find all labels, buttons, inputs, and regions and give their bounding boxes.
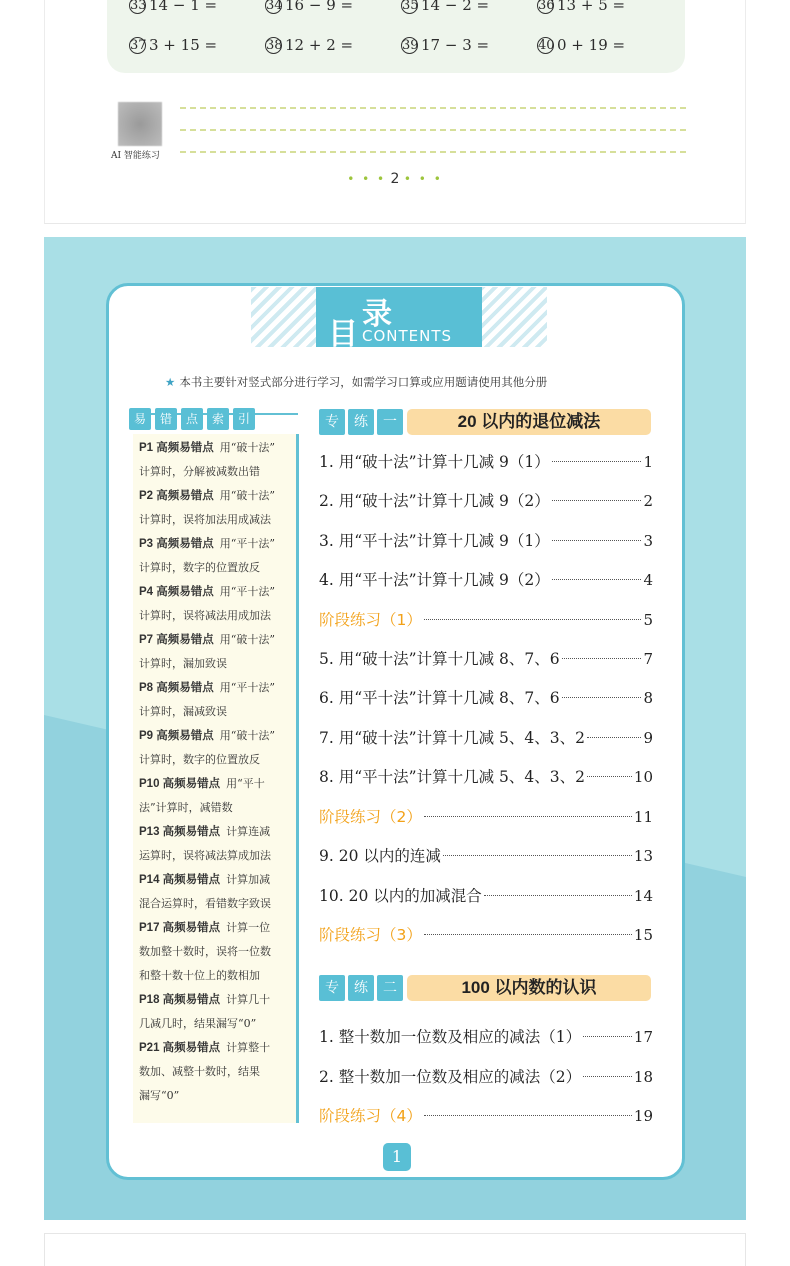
toc-entry-review[interactable]: 阶段练习（1） 5 (319, 611, 653, 629)
qr-label: AI 智能练习 (111, 151, 160, 161)
exercise-item: 35 14 − 2 = (401, 0, 489, 14)
error-index-entry[interactable]: P8 高频易错点 用“平十法” 计算时，漏减致误 (139, 681, 276, 718)
exercise-item: 38 12 + 2 = (266, 36, 354, 54)
exercise-item: 34 16 − 9 = (265, 0, 353, 14)
toc-entry[interactable]: 7. 用“破十法”计算十几减 5、4、3、2 9 (319, 729, 653, 747)
page-dots-left: • • • (347, 172, 387, 186)
error-index-heading: 易 错 点 索 引 (129, 408, 255, 430)
error-index-entry[interactable]: P7 高频易错点 用“破十法” 计算时，漏加致误 (139, 633, 276, 670)
contents-page (44, 237, 746, 1220)
toc-entry[interactable]: 5. 用“破十法”计算十几减 8、7、6 7 (319, 650, 653, 668)
toc-entry[interactable]: 9. 20 以内的连减 13 (319, 847, 653, 865)
contents-panel: 目 录 CONTENTS ★ 本书主要针对竖式部分进行学习，如需学习口算或应用题请使用其他分册 易 错 点 索 引 P1 高频易错点 用“破十法” 计算时，分解被减数出错 P2 高频易错点 用“破十法” 计算时，误将加法用成减法 P3 高频易错点 用“平十法” 计算时，数字的位置放反 P4 高频易错点 用“平十法” 计算时，误将减法用成加法 P7 高频易错点 用“破十法” 计算时，漏加致误 P8 高频易错点 用“平十法” 计算时，漏减致误 P9 高频易错点 用“破十法” 计算时，数字的位置放反 P10 高频易错点 用“平十 法”计算时，减错数 P13 高频易错点 计算连减 运算时，误将减法算成加法 P14 高频易错点 计算加减 混合运算时，看错数字致误 P17 高频易错点 计算一位 数加整十数时，误将一位数 和整十数十位上的数相加 P18 高频易错点 计算几十 几减几时，结果漏写“0” P21 高频易错点 计算整十 数加、减整十数时，结果 漏写“0” 专 练 一 20 以内的退位减法 1. 用“破十法”计算十几减 9（1） 1 2. 用“破十法”计算十几减 9（2） 2 3. 用“平十法”计算十几减 9（1） 3 4. 用“平十法”计算十几减 9（2） 4 阶段练习（1） 5 5. 用“破十法”计算十几减 8、7、6 7 6. 用“平十法”计算十几减 8、7、6 8 7. 用“破十法”计算十几减 5、4、3、2 9 8. 用“平十法”计算十几减 5、4、3、2 10 阶段练习（2） 11 9. 20 以内的连减 13 10. 20 以内的加减混合 14 阶段练习（3） 15 专 练 二 100 以内数的认识 1. 整十数加一位数及相应的减法（1） 17 2. 整十数加一位数及相应的减法（2） 18 阶段练习（4） 19 1 (106, 283, 685, 1180)
error-index-entry[interactable]: P3 高频易错点 用“平十法” 计算时，数字的位置放反 (139, 537, 276, 574)
toc-entry-review[interactable]: 阶段练习（3） 15 (319, 926, 653, 944)
page-number: 1 (383, 1143, 411, 1171)
next-page (44, 1233, 746, 1266)
toc-entry[interactable]: 2. 用“破十法”计算十几减 9（2） 2 (319, 492, 653, 510)
exercise-item: 39 17 − 3 = (402, 36, 490, 54)
toc-entry[interactable]: 1. 整十数加一位数及相应的减法（1） 17 (319, 1028, 653, 1046)
toc-entry-review[interactable]: 阶段练习（4） 19 (319, 1107, 653, 1125)
error-index-entry[interactable]: P10 高频易错点 用“平十 法”计算时，减错数 (139, 777, 265, 814)
answer-line (180, 107, 686, 109)
answer-line (180, 129, 686, 131)
error-index-entry[interactable]: P17 高频易错点 计算一位 数加整十数时，误将一位数 和整十数十位上的数相加 (139, 921, 271, 982)
error-index-entry[interactable]: P9 高频易错点 用“破十法” 计算时，数字的位置放反 (139, 729, 276, 766)
error-index-entry[interactable]: P21 高频易错点 计算整十 数加、减整十数时，结果 漏写“0” (139, 1041, 271, 1102)
toc-entry[interactable]: 6. 用“平十法”计算十几减 8、7、6 8 (319, 689, 653, 707)
page-number: • • • 2 • • • (347, 171, 443, 187)
toc-entry-review[interactable]: 阶段练习（2） 11 (319, 808, 653, 826)
error-index-entry[interactable]: P13 高频易错点 计算连减 运算时，误将减法算成加法 (139, 825, 271, 862)
exercise-item: 33 14 − 1 = (129, 0, 217, 14)
error-index-entry[interactable]: P14 高频易错点 计算加减 混合运算时，看错数字致误 (139, 873, 271, 910)
exercise-item: 37 3 + 15 = (130, 36, 218, 54)
error-index-entry[interactable]: P4 高频易错点 用“平十法” 计算时，误将减法用成加法 (139, 585, 276, 622)
error-index-entry[interactable]: P1 高频易错点 用“破十法” 计算时，分解被减数出错 (139, 441, 276, 478)
section-2-title: 100 以内数的认识 (407, 975, 651, 1001)
star-icon: ★ (165, 375, 176, 389)
toc-entry[interactable]: 1. 用“破十法”计算十几减 9（1） 1 (319, 453, 653, 471)
toc-entry[interactable]: 3. 用“平十法”计算十几减 9（1） 3 (319, 532, 653, 550)
usage-note: ★ 本书主要针对竖式部分进行学习，如需学习口算或应用题请使用其他分册 (165, 375, 548, 389)
toc-entry[interactable]: 10. 20 以内的加减混合 14 (319, 887, 653, 905)
toc-entry[interactable]: 4. 用“平十法”计算十几减 9（2） 4 (319, 571, 653, 589)
toc-entry[interactable]: 2. 整十数加一位数及相应的减法（2） 18 (319, 1068, 653, 1086)
contents-title: 目 录 CONTENTS (316, 287, 482, 347)
page-dots-right: • • • (403, 172, 443, 186)
answer-line (180, 151, 686, 153)
error-index-list (133, 434, 299, 1123)
error-index-entry[interactable]: P18 高频易错点 计算几十 几减几时，结果漏写“0” (139, 993, 271, 1030)
error-index-entry[interactable]: P2 高频易错点 用“破十法” 计算时，误将加法用成减法 (139, 489, 276, 526)
toc-entry[interactable]: 8. 用“平十法”计算十几减 5、4、3、2 10 (319, 768, 653, 786)
qr-code[interactable] (118, 102, 162, 146)
section-1-title: 20 以内的退位减法 (407, 409, 651, 435)
exercise-item: 40 0 + 19 = (538, 36, 626, 54)
previous-page (44, 0, 746, 224)
exercise-item: 36 13 + 5 = (537, 0, 625, 14)
